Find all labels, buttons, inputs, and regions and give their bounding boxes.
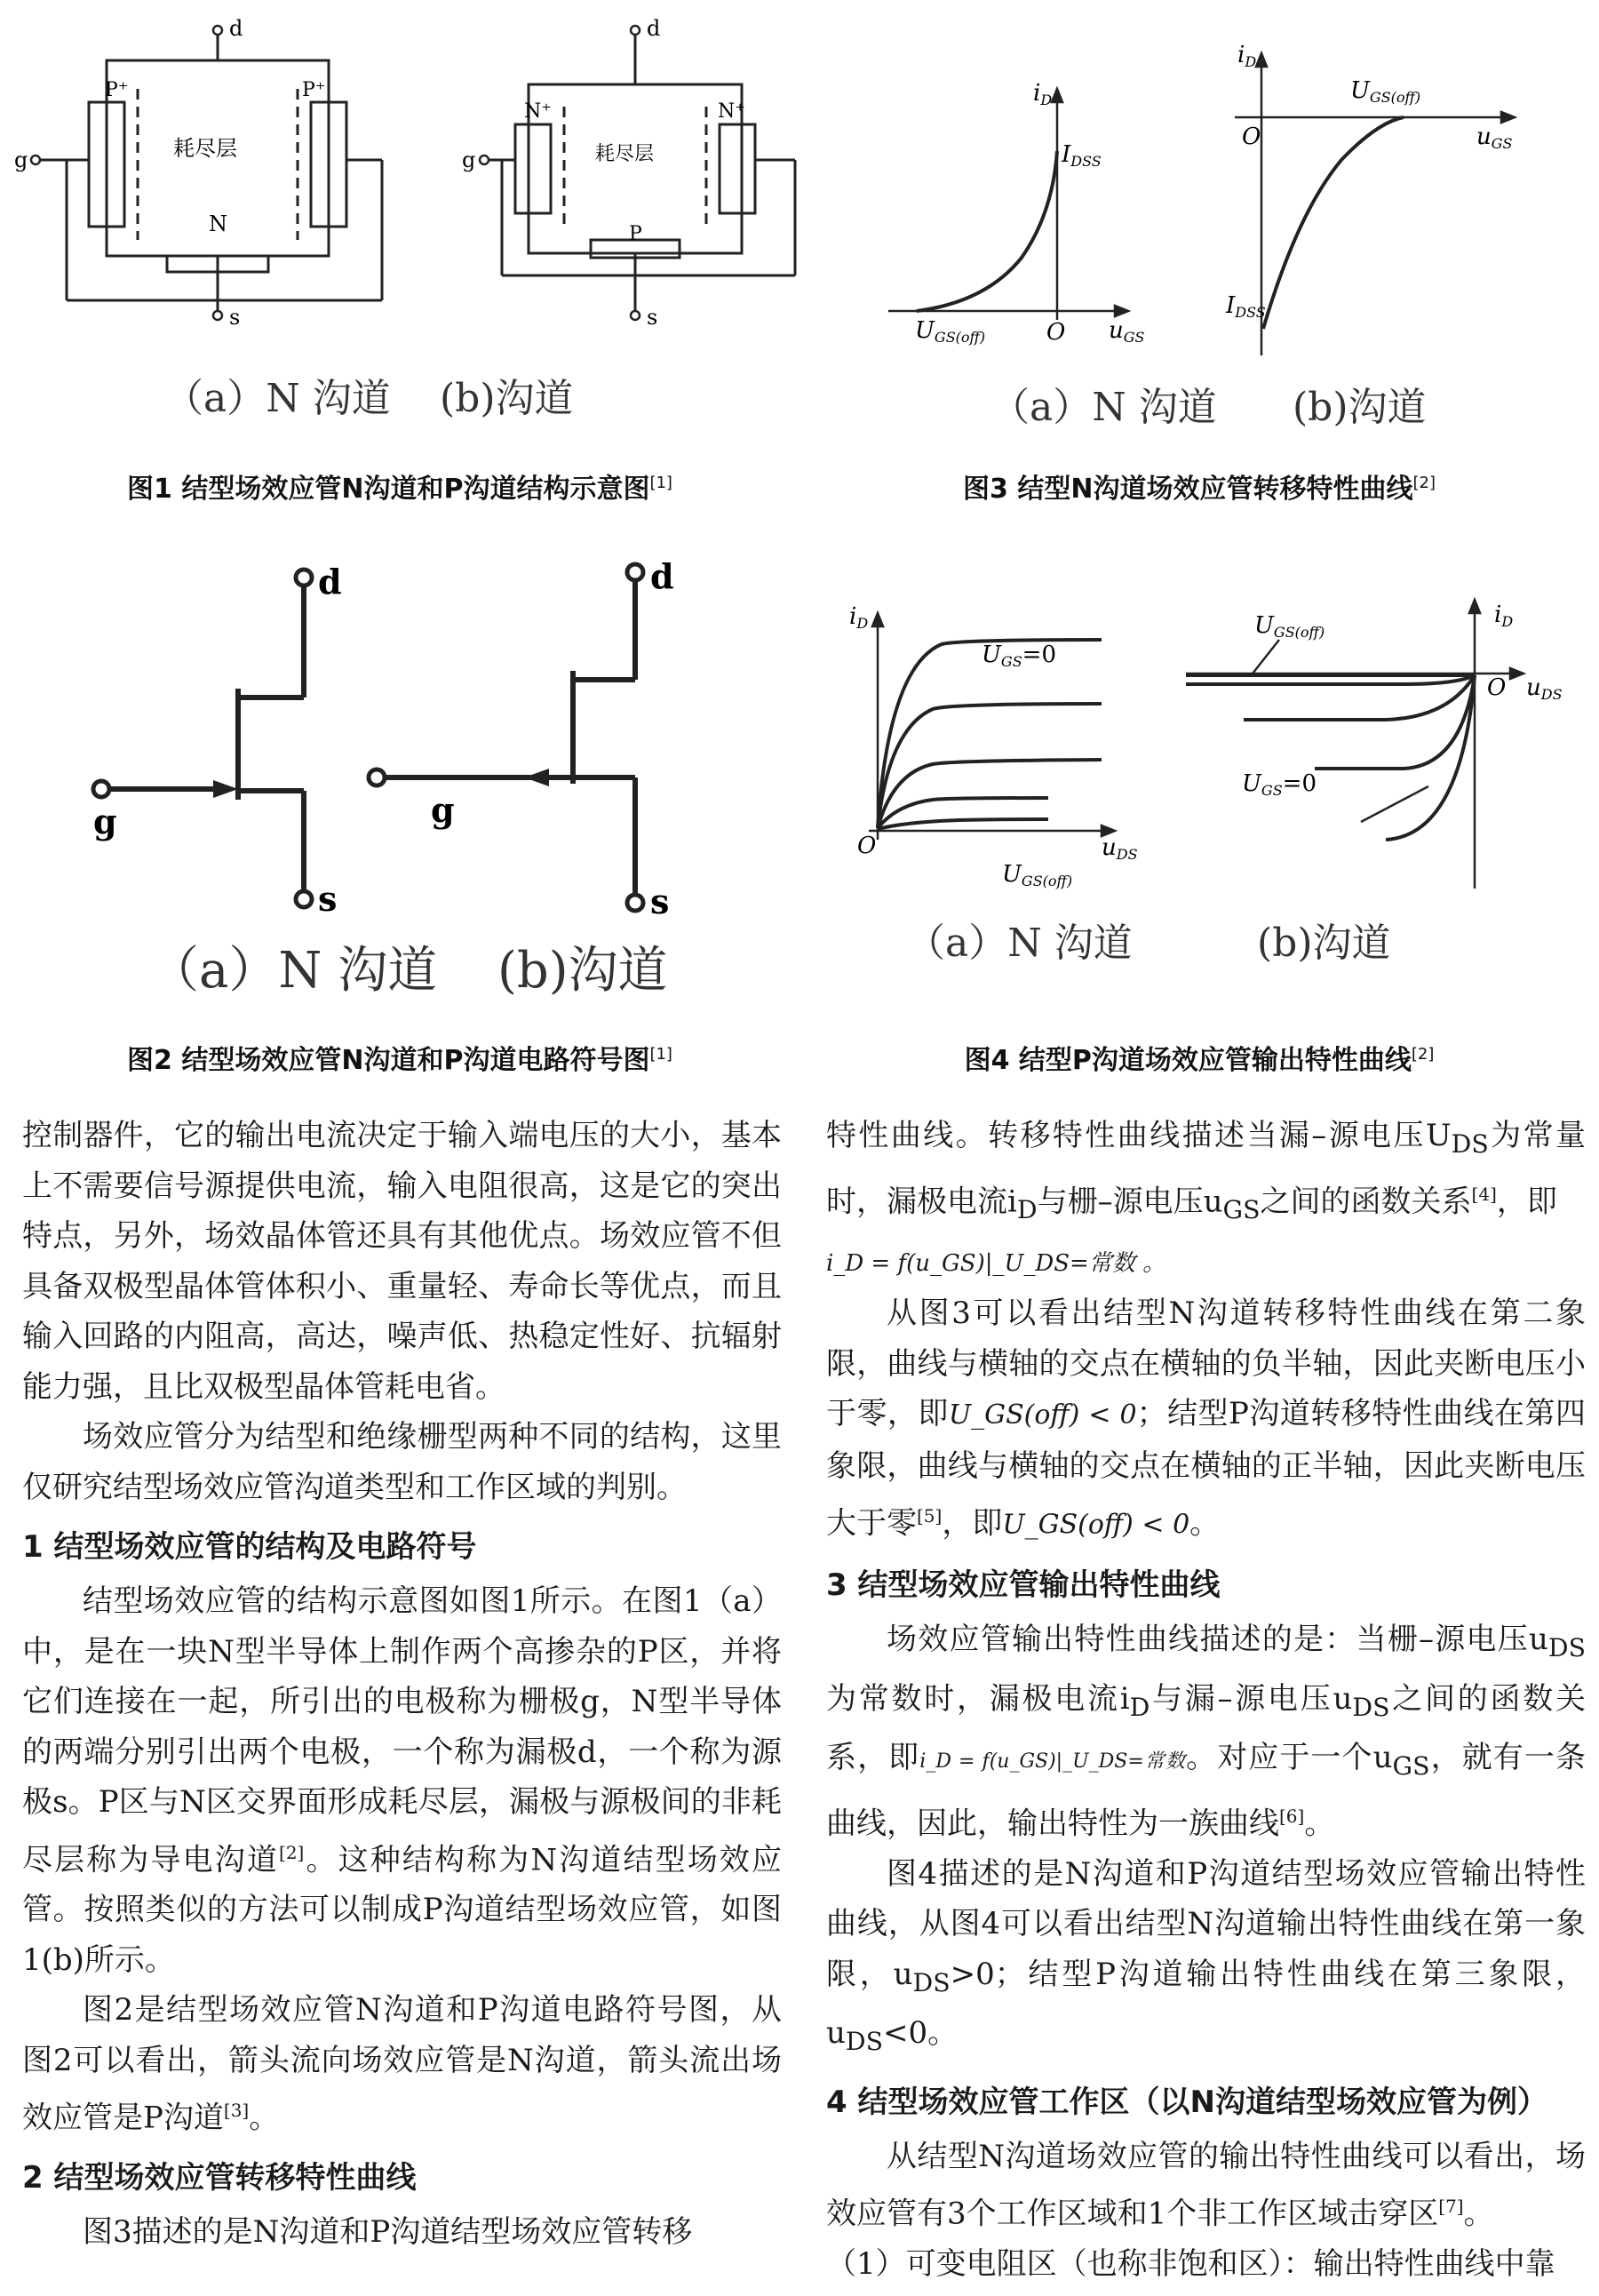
fig3a-ugs-label: uGS bbox=[1109, 317, 1145, 346]
figure-1 bbox=[14, 16, 745, 373]
fig2a-g-label: g bbox=[93, 801, 117, 841]
fig1a-p-left-label: P⁺ bbox=[105, 79, 129, 101]
fig3b-id-label: iD bbox=[1237, 42, 1257, 70]
fig1b-s-label: s bbox=[647, 305, 658, 330]
fig4a-uds-label: uDS bbox=[1102, 834, 1138, 863]
fig4a-ugs0-label: UGS=0 bbox=[982, 642, 1056, 670]
fig3-sub-a: （a）N 沟道 bbox=[990, 385, 1217, 430]
fig4-caption: 图4 结型P沟道场效应管输出特性曲线[2] bbox=[964, 1045, 1435, 1076]
fig3a-id-label: iD bbox=[1033, 80, 1053, 108]
section-4-heading: 4 结型场效应管工作区（以N沟道结型场效应管为例） bbox=[826, 2084, 1547, 2120]
fig2-diagram bbox=[80, 551, 702, 924]
right-paragraph-4: 图4描述的是N沟道和P沟道结型场效应管输出特性曲线，从图4可以看出结型N沟道输出特性曲线在第一象限，$u_{DS}>0$；结型P沟道输出特性曲线在第三象限，$u_{DS}<0$。 bbox=[826, 1855, 1586, 2057]
fig4a-origin-label: O bbox=[857, 833, 877, 859]
fig1b-n-right-label: N⁺ bbox=[718, 100, 745, 123]
fig3a-idss-label: IDSS bbox=[1062, 141, 1102, 170]
fig1-caption: 图1 结型场效应管N沟道和P沟道结构示意图[1] bbox=[127, 474, 672, 505]
section-3-heading: 3 结型场效应管输出特性曲线 bbox=[826, 1567, 1221, 1604]
fig3b-idss-label: IDSS bbox=[1226, 292, 1266, 321]
fig1b-n-left-label: N⁺ bbox=[524, 100, 552, 123]
right-paragraph-2: 从图3可以看出结型N沟道转移特性曲线在第二象限，曲线与横轴的交点在横轴的负半轴，因此夹断电压小于零，即U_GS(off) < 0；结型P沟道转移特性曲线在第四象限，曲线与横轴的交点在横轴的正半轴，因此夹断电压大于零[5]，即U_GS(off) < 0。 bbox=[826, 1295, 1586, 1542]
fig2a-s-label: s bbox=[318, 879, 338, 919]
left-paragraph-5: 图3描述的是N沟道和P沟道结型场效应管转移 bbox=[83, 2214, 693, 2251]
fig3-diagram bbox=[879, 36, 1555, 364]
left-column bbox=[22, 1111, 782, 2258]
right-paragraph-6: （1）可变电阻区（也称非饱和区）：输出特性曲线中靠 bbox=[826, 2245, 1555, 2282]
fig4b-origin-label: O bbox=[1487, 674, 1507, 701]
fig1b-g-label: g bbox=[462, 147, 476, 172]
fig1b-d-label: d bbox=[647, 16, 661, 41]
fig2b-g-label: g bbox=[431, 790, 455, 830]
right-paragraph-5: 从结型N沟道场效应管的输出特性曲线可以看出，场效应管有3个工作区域和1个非工作区域击穿区[7]。 bbox=[826, 2138, 1586, 2232]
fig1a-p-right-label: P⁺ bbox=[302, 79, 326, 101]
figure-3 bbox=[879, 36, 1555, 364]
fig3a-origin-label: O bbox=[1046, 319, 1066, 346]
left-paragraph-3: 结型场效应管的结构示意图如图1所示。在图1（a）中，是在一块N型半导体上制作两个高掺杂的P区，并将它们连接在一起，所引出的电极称为栅极g，N型半导体的两端分别引出两个电极，一个称为漏极d，一个称为源极s。P区与N区交界面形成耗尽层，漏极与源极间的非耗尽层称为导电沟道[2]。这种结构称为N沟道结型场效应管。按照类似的方法可以制成P沟道结型场效应管，如图1(b)所示。 bbox=[22, 1583, 783, 1978]
left-paragraph-1: 控制器件，它的输出电流决定于输入端电压的大小，基本上不需要信号源提供电流，输入电阻很高，这是它的突出特点，另外，场效晶体管还具有其他优点。场效应管不但具备双极型晶体管体积小、重量轻、寿命长等优点，而且输入回路的内阻高，高达，噪声低、热稳定性好、抗辐射能力强，且比双极型晶体管耗电省。 bbox=[22, 1118, 782, 1405]
fig2a-d-label: d bbox=[318, 562, 342, 602]
fig3b-origin-label: O bbox=[1242, 124, 1261, 150]
fig4-sub-a: （a）N 沟道 bbox=[906, 921, 1133, 966]
left-paragraph-2: 场效应管分为结型和绝缘栅型两种不同的结构，这里仅研究结型场效应管沟道类型和工作区域的判别。 bbox=[22, 1419, 782, 1505]
fig2b-d-label: d bbox=[650, 556, 674, 596]
fig4b-uds-label: uDS bbox=[1526, 674, 1563, 703]
fig2-sub-b: (b)沟道 bbox=[497, 942, 668, 1000]
fig4b-ugsoff-label: UGS(off) bbox=[1254, 612, 1325, 641]
section-2-heading: 2 结型场效应管转移特性曲线 bbox=[22, 2160, 417, 2196]
fig3a-ugsoff-label: UGS(off) bbox=[915, 317, 986, 346]
fig4a-ugsoff-label: UGS(off) bbox=[1002, 861, 1073, 889]
fig1a-g-label: g bbox=[14, 147, 28, 172]
fig2-sub-a: （a）N 沟道 bbox=[149, 942, 438, 1000]
fig3b-ugsoff-label: UGS(off) bbox=[1350, 77, 1421, 106]
formula-2: i_D = f(u_GS)|_U_DS=常数 bbox=[919, 1750, 1187, 1773]
fig4b-ugs0-label: UGS=0 bbox=[1242, 770, 1317, 799]
fig4b-id-label: iD bbox=[1494, 602, 1514, 630]
fig1b-layer-label: 耗尽层 bbox=[595, 143, 655, 165]
fig1-sub-b: (b)沟道 bbox=[440, 376, 574, 421]
fig1b-p-label: P bbox=[629, 223, 642, 245]
right-column bbox=[826, 1111, 1586, 2289]
fig4-diagram bbox=[835, 595, 1581, 897]
fig2b-s-label: s bbox=[650, 881, 670, 921]
formula-1: i_D = f(u_GS)|_U_DS=常数 。 bbox=[826, 1249, 1166, 1277]
fig1a-layer-label: 耗尽层 bbox=[173, 136, 237, 161]
fig3-caption: 图3 结型N沟道场效应管转移特性曲线[2] bbox=[963, 474, 1436, 505]
fig1-diagram bbox=[14, 16, 745, 373]
fig1a-d-label: d bbox=[229, 16, 243, 41]
figure-2 bbox=[80, 551, 702, 924]
section-1-heading: 1 结型场效应管的结构及电路符号 bbox=[22, 1529, 477, 1565]
fig1a-n-label: N bbox=[209, 211, 227, 236]
right-paragraph-3: 场效应管输出特性曲线描述的是：当栅–源电压$u_{DS}$为常数时，漏极电流$i_D$与漏–源电压$u_{DS}$之间的函数关系，即i_D = f(u_GS)|_U_DS=常数。对应于一个$u_{GS}$，就有一条曲线，因此，输出特性为一族曲线[6]。 bbox=[826, 1622, 1587, 1842]
left-paragraph-4: 图2是结型场效应管N沟道和P沟道电路符号图，从图2可以看出，箭头流向场效应管是N沟道，箭头流出场效应管是P沟道[3]。 bbox=[22, 1992, 782, 2136]
figure-4 bbox=[835, 595, 1581, 897]
fig2-caption: 图2 结型场效应管N沟道和P沟道电路符号图[1] bbox=[127, 1045, 672, 1076]
right-paragraph-1: 特性曲线。转移特性曲线描述当漏–源电压$U_{DS}$为常量时，漏极电流$i_D$与栅–源电压$u_{GS}$之间的函数关系[4]，即 i_D = f(u_GS)|_U_DS=常数 。 bbox=[826, 1118, 1587, 1277]
fig1a-s-label: s bbox=[229, 305, 241, 330]
fig3-sub-b: (b)沟道 bbox=[1293, 385, 1427, 430]
fig3b-ugs-label: uGS bbox=[1476, 124, 1513, 152]
fig1-sub-a: （a）N 沟道 bbox=[164, 376, 391, 421]
fig4a-id-label: iD bbox=[849, 603, 869, 632]
fig4-sub-b: (b)沟道 bbox=[1257, 921, 1391, 966]
